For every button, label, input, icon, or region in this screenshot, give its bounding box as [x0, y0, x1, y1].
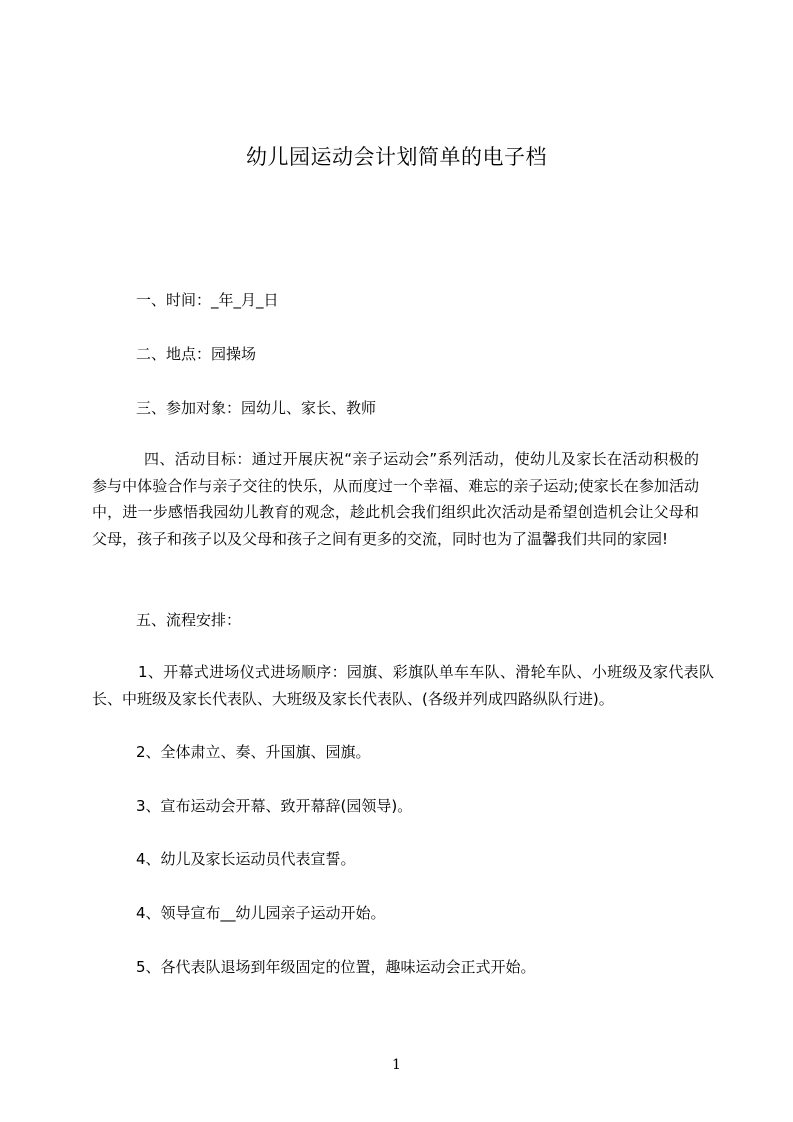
section-schedule-heading: 五、流程安排：: [136, 611, 242, 629]
page-number: 1: [392, 1057, 401, 1073]
schedule-item: 2、全体肃立、奏、升国旗、园旗。: [136, 743, 371, 761]
schedule-item: 3、宣布运动会开幕、致开幕辞(园领导)。: [136, 797, 413, 815]
schedule-item: 5、各代表队退场到年级固定的位置，趣味运动会正式开始。: [136, 958, 536, 976]
section-participants: 三、参加对象：园幼儿、家长、教师: [136, 399, 377, 417]
section-place: 二、地点：园操场: [136, 345, 257, 363]
schedule-item: 4、领导宣布__幼儿园亲子运动开始。: [136, 904, 386, 922]
section-time: 一、时间：_年_月_日: [136, 291, 279, 309]
schedule-item: 1、开幕式进场仪式进场顺序：园旗、彩旗队单车车队、滑轮车队、小班级及家代表队长、中班级及家长代表队、大班级及家长代表队、(各级并列成四路纵队行进)。: [92, 663, 714, 708]
document-title: 幼儿园运动会计划简单的电子档: [246, 145, 547, 169]
section-goal: 四、活动目标：通过开展庆祝“亲子运动会”系列活动，使幼儿及家长在活动积极的参与中体验合作与亲子交往的快乐，从而度过一个幸福、难忘的亲子运动;使家长在参加活动中，进一步感悟我园幼儿教育的观念，趁此机会我们组织此次活动是希望创造机会让父母和父母，孩子和孩子以及父母和孩子之间有更多的交流，同时也为了温馨我们共同的家园!: [92, 450, 699, 548]
schedule-item: 4、幼儿及家长运动员代表宣誓。: [136, 850, 356, 868]
